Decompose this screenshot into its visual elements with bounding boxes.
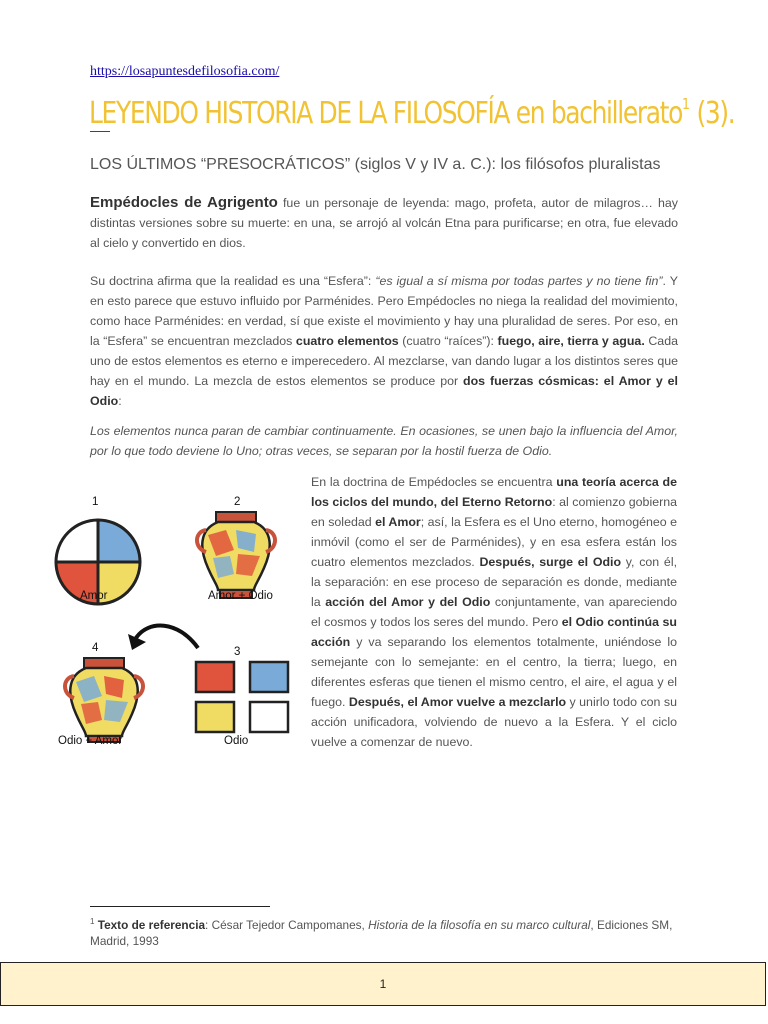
figure-label-odio: Odio <box>224 735 249 747</box>
cycle-text: ; así, la Esfera es el Uno eterno, homogéneo e inmóvil (como el ser de Parménides), y en esa esfera están los cuatro elementos mezclados. <box>311 515 677 569</box>
doctrine-text: . Y en esto parece que estuvo influido por Parménides. Pero Empédocles no niega la realidad del movimiento, como hace Parménides: en verdad, sí que existe el movimiento y hay una pluralidad de seres. Por eso, en la “Esfera” se encuentran mezclados <box>90 274 678 348</box>
figure-label-amor: Amor <box>80 590 108 602</box>
title-divider <box>90 131 110 132</box>
cycle-paragraph <box>311 472 677 752</box>
figure-label-amor-odio: Amor + Odio <box>208 590 273 602</box>
section-subtitle: LOS ÚLTIMOS “PRESOCRÁTICOS” (siglos V y IV a. C.): los filósofos pluralistas <box>90 156 661 173</box>
cycle-bold: una teoría acerca de los ciclos del mundo, del Eterno Retorno <box>311 475 677 509</box>
footnote-number: 1 <box>90 917 95 926</box>
cycle-text: y, con él, la separación: en ese proceso de separación es donde, mediante la <box>311 555 678 609</box>
odio-separated-elements <box>196 662 288 732</box>
doctrine-bold: cuatro elementos <box>295 334 399 348</box>
italic-paragraph: Los elementos nunca paran de cambiar continuamente. En ocasiones, se unen bajo la influencia del Amor, por lo que todo deviene lo Uno; otras veces, se separan por la hostil fuerza de Odio. <box>90 424 678 458</box>
source-url-link[interactable]: https://losapuntesdefilosofia.com/ <box>90 64 280 79</box>
doctrine-text: Su doctrina afirma que la realidad es una “Esfera”: <box>90 274 376 288</box>
figure-number-2: 2 <box>234 496 241 508</box>
cycle-bold: acción del Amor y del Odio <box>325 595 491 609</box>
cycle-text: En la doctrina de Empédocles se encuentra <box>311 475 557 489</box>
philosopher-name: Empédocles de Agrigento <box>90 194 278 211</box>
figure-label-odio-amor: Odio + Amor <box>58 735 123 747</box>
intro-text: fue un personaje de leyenda: mago, profeta, autor de milagros… hay distintas versiones sobre su muerte: en una, se arrojó al volcán Etna para purificarse; en otra, fue elevado al cielo y convertido en dios. <box>90 196 679 250</box>
mixed-vase-top <box>197 512 275 598</box>
footnote-text: , Ediciones SM, Madrid, 1993 <box>90 917 673 948</box>
mixed-vase-bottom <box>65 658 143 742</box>
figure-number-1: 1 <box>92 496 99 508</box>
cycle-bold: el Amor <box>375 515 421 529</box>
footnote-label: Texto de referencia <box>97 917 206 932</box>
footnote-divider <box>90 906 270 907</box>
cycle-text: y unirlo todo con su acción unificadora, volviendo de nuevo a la Esfera. Y el ciclo vuelve a comenzar de nuevo. <box>311 695 677 749</box>
document-title <box>89 84 735 134</box>
doctrine-paragraph <box>90 271 678 411</box>
cycle-bold: Después, el Amor vuelve a mezclarlo <box>348 695 567 709</box>
empedocles-cycle-figure <box>48 490 298 755</box>
cycle-diagram <box>48 490 298 755</box>
footnote-text: : César Tejedor Campomanes, <box>205 917 369 932</box>
intro-paragraph <box>90 193 678 253</box>
cycle-bold: el Odio continúa su acción <box>311 615 678 649</box>
doctrine-bold: dos fuerzas cósmicas: el Amor y el Odio <box>90 374 678 408</box>
doctrine-text: (cuatro “raíces”): <box>398 334 498 348</box>
title-text: LEYENDO HISTORIA DE LA FILOSOFÍA en bachillerato <box>89 96 682 131</box>
title-footnote-ref[interactable]: 1 <box>681 95 690 113</box>
cycle-text: : al comienzo gobierna en soledad <box>311 495 677 529</box>
title-suffix: (3). <box>689 96 735 131</box>
page-number: 1 <box>379 977 387 991</box>
footnote <box>90 914 680 949</box>
doctrine-text: : <box>118 394 122 408</box>
doctrine-text: Cada uno de estos elementos es eterno e imperecedero. Al mezclarse, van dando lugar a los distintos seres que hay en el mundo. La mezcla de estos elementos se produce por <box>90 334 678 388</box>
page-footer <box>0 962 766 1006</box>
cycle-text: conjuntamente, van apareciendo el cosmos y todos los seres del mundo. Pero <box>311 595 678 629</box>
doctrine-bold: fuego, aire, tierra y agua. <box>497 334 645 348</box>
figure-number-3: 3 <box>234 646 241 658</box>
doctrine-quote: “es igual a sí misma por todas partes y no tiene fin” <box>375 274 663 288</box>
footnote-book-title: Historia de la filosofía en su marco cultural <box>368 917 591 932</box>
cycle-bold: Después, surge el Odio <box>479 555 622 569</box>
figure-number-4: 4 <box>92 642 99 654</box>
cycle-text: y va separando los elementos totalmente, uniéndose lo semejante con lo semejante: en el centro, la tierra; luego, en diferentes esferas que tienen el mismo centro, el aire, el agua y el fuego. <box>311 635 677 709</box>
cycle-arrow <box>128 626 198 650</box>
